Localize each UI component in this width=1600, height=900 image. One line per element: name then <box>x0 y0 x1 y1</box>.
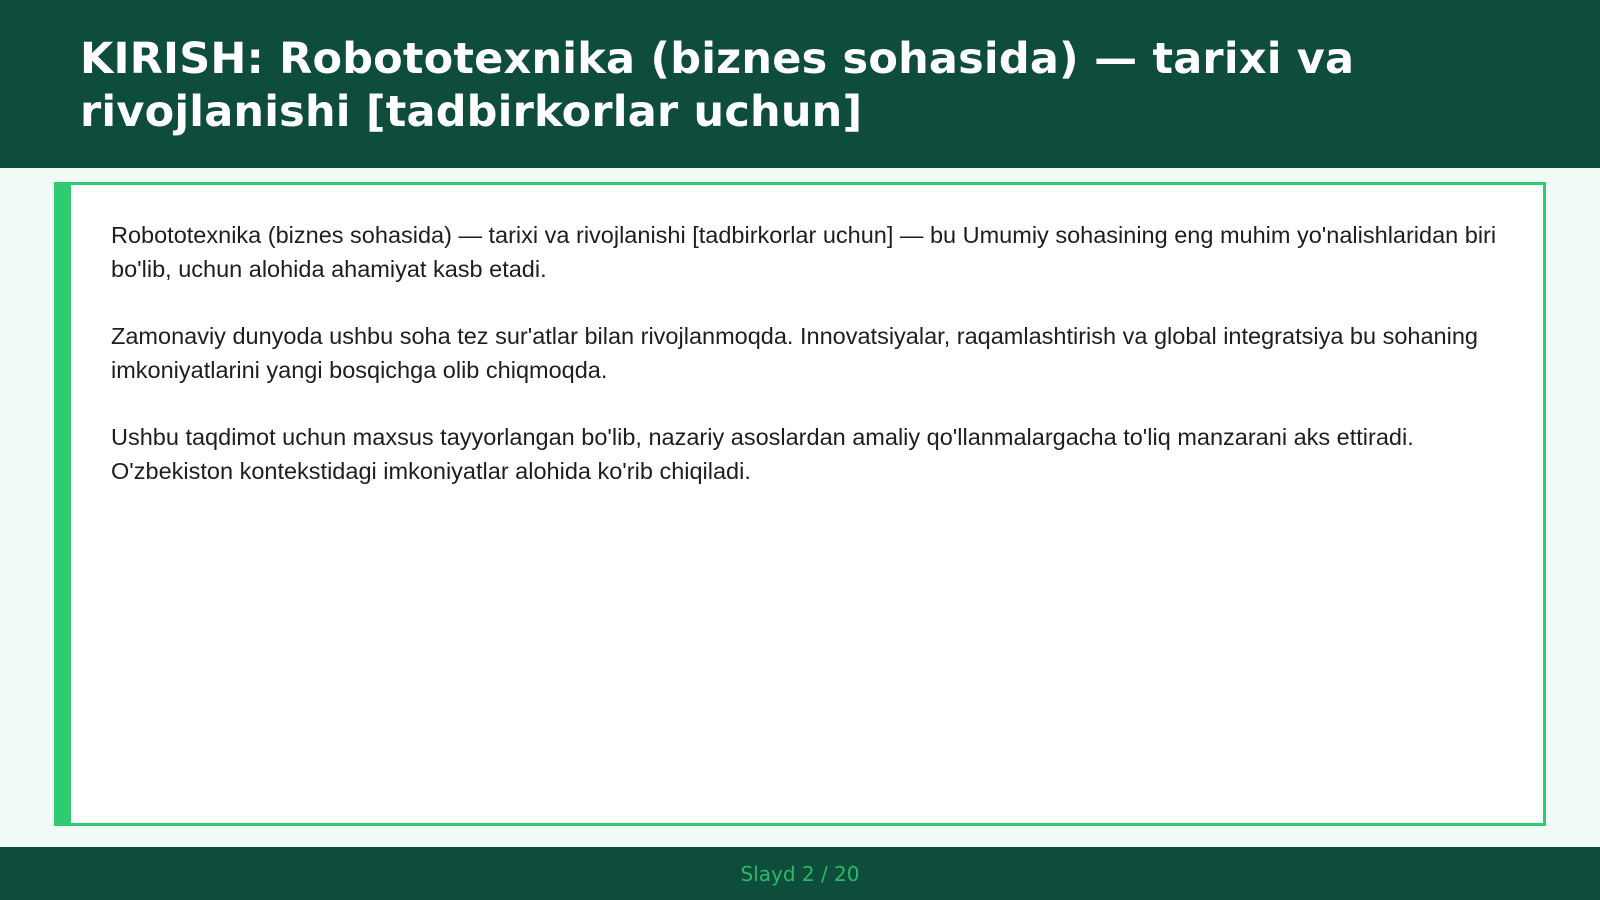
context-paragraph: Zamonaviy dunyoda ushbu soha tez sur'atlar bilan rivojlanmoqda. Innovatsiyalar, raqamlashtirish va global integratsiya bu sohaning imkoniyatlarini yangi bosqichga olib chiqmoqda. <box>111 323 1478 383</box>
slide-title: KIRISH: Robototexnika (biznes sohasida) — tarixi va rivojlanishi [tadbirkorlar uchun] <box>80 34 1355 137</box>
content-card <box>54 182 1546 826</box>
slide-footer <box>0 847 1600 900</box>
purpose-paragraph: Ushbu taqdimot uchun maxsus tayyorlangan bo'lib, nazariy asoslardan amaliy qo'llanmalargacha to'liq manzarani aks ettiradi. O'zbekiston kontekstidagi imkoniyatlar alohida ko'rib chiqiladi. <box>111 424 1414 484</box>
slide-header <box>0 0 1600 168</box>
slide-number: Slayd 2 / 20 <box>740 861 860 886</box>
intro-paragraph: Robototexnika (biznes sohasida) — tarixi va rivojlanishi [tadbirkorlar uchun] — bu Umumiy sohasining eng muhim yo'nalishlaridan biri bo'lib, uchun alohida ahamiyat kasb etadi. <box>111 222 1497 282</box>
